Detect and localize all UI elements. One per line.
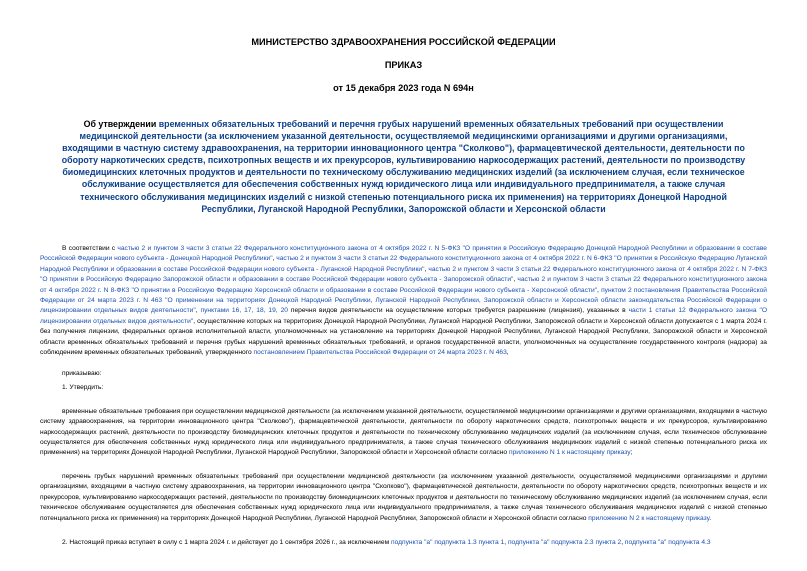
order-clause: приказываю: [62, 369, 102, 377]
basis-text-3: , [424, 265, 429, 273]
basis-link-5fkz[interactable]: частью 2 и пунктом 3 части 3 статьи 22 Федерального конституционного закона от 4 октября 2022 г. N 5-ФКЗ "О принятии в Российскую Федерацию Донецкой Народной Республики и образовании в составе Российской Федерации нового субъекта - Донецкой Народной Республики" [40, 244, 767, 263]
basis-text-10: , [506, 349, 509, 357]
item-1: 1. Утвердить: [62, 384, 104, 392]
item-2-link-1[interactable]: подпункта "а" подпункта 1.3 пункта 1 [390, 539, 505, 547]
basis-text-4: , [513, 276, 518, 284]
item-2-text: 2. Настоящий приказ вступает в силу с 1 марта 2024 г. и действует до 1 сентября 2026 г., за исключением [62, 539, 391, 547]
violations-end: . [709, 514, 712, 522]
basis-text-8: , осуществление которых на территориях Донецкой Народной Республики, Луганской Народной Республики, Запорожской области и Херсонской области допускается с 1 марта 2024 г. без получения лицензии, федеральных органов исполнительной власти, уполномоченных на установление на территориях Донецкой Народной Республики, Луганской Народной Республики, Запорожской области и Херсонской области временных обязательных требований и перечня грубых нарушений временных обязательных требований, и органов государственной власти, уполномоченных на осуществление государственного контроля (надзора) за соблюдением временных обязательных требований [40, 317, 767, 357]
basis-text-1: В соответствии с [62, 244, 118, 252]
item-2-link-3[interactable]: подпункта "а" подпункта 4.3 [624, 539, 711, 547]
requirements-text: временные обязательные требования при осуществлении медицинской деятельности (за исключением указанной деятельности, осуществляемой медицинскими организациями и другими организациями, входящими в частную систему здравоохранения, на территории инновационного центра "Сколково"), фармацевтической деятельности, деятельности по обороту наркотических средств, психотропных веществ и их прекурсоров, культивированию наркосодержащих растений, деятельности по производству биомедицинских клеточных продуктов и деятельности по техническому обслуживанию медицинских изделий (за исключением случая, если техническое обслуживание осуществляется для обеспечения собственных нужд юридического лица или индивидуального предпринимателя, а также случая технического обслуживания медицинских изделий с низкой степенью потенциального риска их применения) на территориях Донецкой Народной Республики, Луганской Народной Республики, Запорожской области и Херсонской области согласно [40, 407, 767, 457]
basis-link-decree-463[interactable]: пунктом 2 постановления Правительства Российской Федерации от 24 марта 2023 г. N 463 "О применении на территориях Донецкой Народной Республики, Луганской Народной Республики, Запорожской области и Херсонской области законодательства Российской Федерации о лицензировании отдельных видов деятельности" [40, 286, 767, 315]
appendix-1-link[interactable]: приложению N 1 к настоящему приказу [508, 449, 631, 457]
basis-link-licensing-law[interactable]: части 1 статьи 12 Федерального закона "О лицензировании отдельных видов деятельности" [40, 307, 767, 325]
document-title [56, 118, 751, 215]
basis-link-8fkz[interactable]: частью 2 и пунктом 3 части 3 статьи 22 Федерального конституционного закона от 4 октября 2022 г. N 8-ФКЗ "О принятии в Российскую Федерацию Херсонской области и образовании в составе Российской Федерации нового субъекта - Херсонской области" [40, 276, 767, 294]
item-2-sep-2: , [621, 539, 625, 547]
basis-paragraph [40, 244, 767, 359]
basis-text-6: , [195, 307, 201, 315]
requirements-paragraph [40, 407, 767, 459]
basis-link-decree-463-approved[interactable]: постановлением Правительства Российской Федерации от 24 марта 2023 г. N 463 [253, 349, 507, 357]
basis-text-5: , [597, 286, 602, 294]
basis-link-6fkz[interactable]: частью 2 и пунктом 3 части 3 статьи 22 Федерального конституционного закона от 4 октября 2022 г. N 6-ФКЗ "О принятии в Российскую Федерацию Луганской Народной Республики и образовании в составе Российской Федерации нового субъекта - Луганской Народной Республики" [40, 255, 767, 273]
basis-text-7: перечня видов деятельности на осуществление которых требуется разрешение (лицензия), указанных в [287, 307, 629, 315]
item-2 [40, 538, 767, 548]
title-lead: Об утверждении [83, 119, 159, 129]
appendix-2-link[interactable]: приложению N 2 к настоящему приказу [588, 514, 710, 522]
item-2-link-2[interactable]: подпункта "а" подпункта 2.3 пункта 2 [507, 539, 622, 547]
violations-paragraph [40, 472, 767, 524]
order-heading: ПРИКАЗ [384, 60, 423, 70]
basis-text-9: , утвержденного [201, 349, 254, 357]
basis-link-items-16-20[interactable]: пунктами 16, 17, 18, 19, 20 [200, 307, 288, 315]
title-link[interactable]: временных обязательных требований и перечня грубых нарушений временных обязательных требований при осуществлении медицинской деятельности (за исключением указанной деятельности, осуществляемой медицинскими организациями и другими организациями, входящими в частную систему здравоохранения, на территории инновационного центра "Сколково"), фармацевтической деятельности, деятельности по обороту наркотических средств, психотропных веществ и их прекурсоров, культивированию наркосодержащих растений, деятельности по производству биомедицинских клеточных продуктов и деятельности по техническому обслуживанию медицинских изделий (за исключением случая, если техническое обслуживание осуществляется для обеспечения собственных нужд юридического лица или индивидуального предпринимателя, а также случая технического обслуживания медицинских изделий с низкой степенью потенциального риска их применения) на территориях Донецкой Народной Республики, Луганской Народной Республики, Запорожской области и Херсонской области [61, 119, 746, 214]
ministry-name: МИНИСТЕРСТВО ЗДРАВООХРАНЕНИЯ РОССИЙСКОЙ ФЕДЕРАЦИИ [251, 37, 556, 47]
order-date: от 15 декабря 2023 года N 694н [333, 83, 474, 93]
requirements-end: ; [630, 449, 633, 457]
violations-text: перечень грубых нарушений временных обязательных требований при осуществлении медицинской деятельности (за исключением указанной деятельности, осуществляемой медицинскими организациями и другими организациями, входящими в частную систему здравоохранения, на территории инновационного центра "Сколково"), фармацевтической деятельности, деятельности по обороту наркотических средств, психотропных веществ и их прекурсоров, культивированию наркосодержащих растений, деятельности по производству биомедицинских клеточных продуктов и деятельности по техническому обслуживанию медицинских изделий (за исключением случая, если техническое обслуживание осуществляется для обеспечения собственных нужд юридического лица или индивидуального предпринимателя, а также случая технического обслуживания медицинских изделий с низкой степенью потенциального риска их применения) на территориях Донецкой Народной Республики, Луганской Народной Республики, Запорожской области и Херсонской области согласно [40, 472, 767, 522]
basis-text-2: , [272, 255, 277, 263]
basis-link-7fkz[interactable]: частью 2 и пунктом 3 части 3 статьи 22 Федерального конституционного закона от 4 октября 2022 г. N 7-ФКЗ "О принятии в Российскую Федерацию Запорожской области и образовании в составе Российской Федерации нового субъекта - Запорожской области" [40, 265, 767, 284]
item-2-sep-1: , [504, 539, 508, 547]
